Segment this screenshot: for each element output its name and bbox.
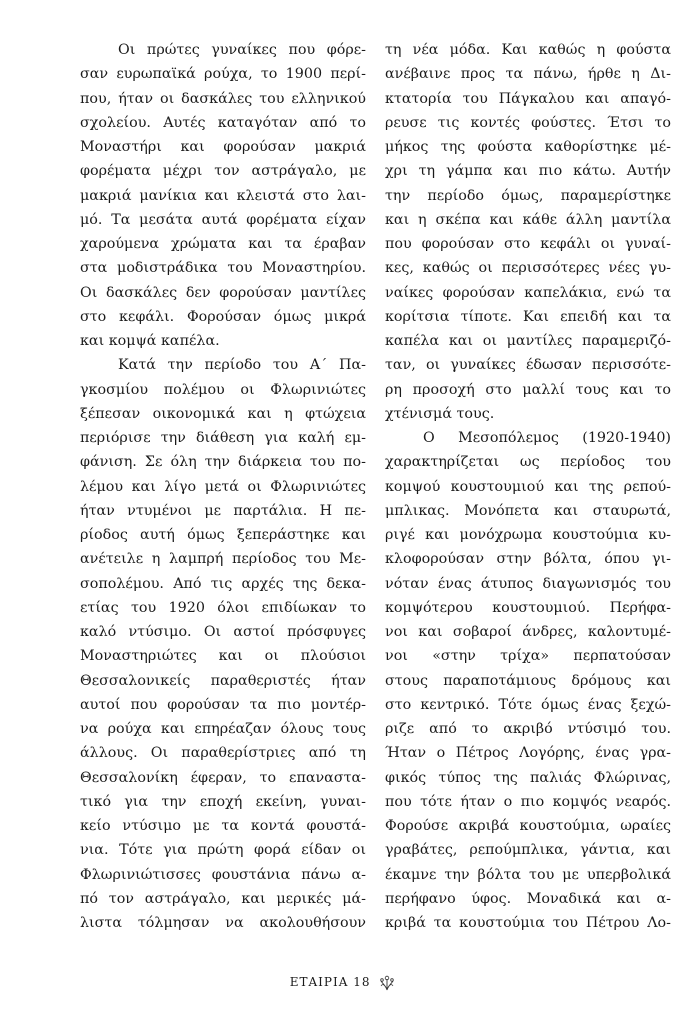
text-line: καπέλα και οι μαντίλες παραμεριζό- <box>385 333 671 349</box>
text-line: ριζε από το ακριβό ντύσιμό του. <box>385 721 671 737</box>
text-line: που φορούσαν στο κεφάλι οι γυναί- <box>385 236 671 252</box>
text-line: ρη προσοχή στο μαλλί τους και το <box>385 381 671 398</box>
text-line: φορέματα μέχρι τον αστράγαλο, με <box>80 163 366 180</box>
text-line: φάνιση. Σε όλη την διάρκεια του πο- <box>80 454 366 471</box>
text-line: σοπολέμου. Από τις αρχές της δεκα- <box>80 575 366 592</box>
text-line: ξέπεσαν οικονομικά και η φτώχεια <box>80 405 366 422</box>
text-line: μό. Τα μεσάτα αυτά φορέματα είχαν <box>80 211 366 228</box>
text-line: τη νέα μόδα. Και καθώς η φούστα <box>385 42 671 58</box>
text-line: λιστα τόλμησαν να ακολουθήσουν <box>80 915 366 931</box>
text-line: μήκος της φούστα καθορίστηκε μέ- <box>385 139 671 155</box>
text-line: κείο ντύσιμο με τα κοντά φουστά- <box>80 818 366 834</box>
page-number: 18 <box>353 975 371 989</box>
floral-ornament-icon <box>379 975 395 991</box>
text-line: χρι τη γάμπα και πιο κάτω. Αυτήν <box>385 163 671 180</box>
text-line: στο κεφάλι. Φορούσαν όμως μικρά <box>80 308 366 325</box>
text-line: και κομψά καπέλα. <box>80 333 220 349</box>
text-line: στους παραποτάμιους δρόμους και <box>385 672 671 689</box>
text-line: κορίτσια τίποτε. Και επειδή και τα <box>385 308 671 325</box>
text-line: ρευσε τις κοντές φούστες. Έτσι το <box>385 114 671 131</box>
text-line: κλοφορούσαν στην βόλτα, όπου γι- <box>385 551 671 568</box>
text-line: έκαμνε την βόλτα του με υπερβολικά <box>385 866 671 883</box>
left-text-column <box>80 38 366 935</box>
text-line: καλό ντύσιμο. Οι αστοί πρόσφυγες <box>80 624 366 640</box>
page-footer <box>0 972 685 992</box>
text-line: κες, καθώς οι περισσότερες νέες γυ- <box>385 260 671 277</box>
text-line: Ήταν ο Πέτρος Λογόρης, ένας γρα- <box>385 745 671 762</box>
text-line: γκοσμίου πολέμου οι Φλωρινιώτες <box>80 381 366 398</box>
text-line: νοι «στην τρίχα» περπατούσαν <box>385 648 671 665</box>
text-line: ανέβαινε προς τα πάνω, ήρθε η Δι- <box>385 66 671 83</box>
text-line: που, ήταν οι δασκάλες του ελληνικού <box>80 90 366 107</box>
text-line: περιόρισε την διάθεση για καλή εμ- <box>80 430 366 446</box>
text-line: αυτοί που φορούσαν τα πιο μοντέρ- <box>80 696 366 713</box>
text-line: μπλικας. Μονόπετα και σταυρωτά, <box>385 502 671 519</box>
text-line: Ο Μεσοπόλεμος (1920-1940) <box>423 430 671 446</box>
text-line: την περίοδο όμως, παραμερίστηκε <box>385 187 671 204</box>
text-line: σαν ευρωπαϊκά ρούχα, το 1900 περί- <box>80 66 366 83</box>
text-line: Οι πρώτες γυναίκες που φόρε- <box>118 42 366 58</box>
text-line: Φορούσε ακριβά κουστούμια, ωραίες <box>385 818 671 834</box>
text-line: που τότε ήταν ο πιο κομψός νεαρός. <box>385 793 671 810</box>
text-line: μακριά μανίκια και κλειστά στο λαι- <box>80 187 366 204</box>
text-line: φικός τύπος της παλιάς Φλώρινας, <box>385 769 671 786</box>
text-line: χαρούμενα χρώματα και τα έραβαν <box>80 236 366 252</box>
footer-label: ΕΤΑΙΡΙΑ <box>289 975 349 989</box>
text-line: λέμου και λίγο μετά οι Φλωρινιώτες <box>80 478 366 495</box>
text-line: άλλους. Οι παραθερίστριες από τη <box>80 745 366 762</box>
text-line: περήφανο ύφος. Μοναδικά και α- <box>385 890 671 907</box>
text-line: κριβά τα κουστούμια του Πέτρου Λο- <box>385 915 671 931</box>
text-line: πό τον αστράγαλο, και μερικές μά- <box>80 890 366 907</box>
text-line: Θεσσαλονικείς παραθεριστές ήταν <box>80 672 366 689</box>
text-line: τικό για την εποχή εκείνη, γυναι- <box>80 793 366 810</box>
text-line: ταν, οι γυναίκες έδωσαν περισσότε- <box>385 357 671 374</box>
text-line: ρίοδος αυτή όμως ξεπεράστηκε και <box>80 527 366 543</box>
text-line: νοι και σοβαροί άνδρες, καλοντυμέ- <box>385 624 671 640</box>
right-text-column <box>385 38 671 935</box>
text-line: χαρακτηρίζεται ως περίοδος του <box>385 454 671 471</box>
text-line: ετίας του 1920 όλοι επιδίωκαν το <box>80 599 366 616</box>
text-line: ριγέ και μονόχρωμα κουστούμια κυ- <box>385 527 671 543</box>
text-line: νόταν ένας άτυπος διαγωνισμός του <box>385 575 671 592</box>
text-line: Θεσσαλονίκη έφεραν, το επαναστα- <box>80 769 366 786</box>
text-line: στα μοδιστράδικα του Μοναστηρίου. <box>80 260 366 277</box>
text-line: ανέτειλε η λαμπρή περίοδος του Με- <box>80 551 366 568</box>
text-line: γραβάτες, ρεπούμπλικα, γάντια, και <box>385 842 671 859</box>
text-line: Μοναστηριώτες και οι πλούσιοι <box>80 648 366 665</box>
text-line: στο κεντρικό. Τότε όμως ένας ξεχώ- <box>385 696 671 713</box>
text-line: Οι δασκάλες δεν φορούσαν μαντίλες <box>80 284 366 301</box>
text-line: κομψότερου κουστουμιού. Περήφα- <box>385 599 671 616</box>
text-line: νια. Τότε για πρώτη φορά είδαν οι <box>80 842 366 859</box>
text-line: και η σκέπα και κάθε άλλη μαντίλα <box>385 211 671 228</box>
text-line: σχολείου. Αυτές καταγόταν από το <box>80 114 366 131</box>
text-line: ήταν ντυμένοι με παρτάλια. Η πε- <box>80 502 366 519</box>
text-line: χτένισμά τους. <box>385 405 495 422</box>
text-line: ναίκες φορούσαν καπελάκια, ενώ τα <box>385 284 671 301</box>
text-line: Κατά την περίοδο του Α΄ Πα- <box>118 357 366 374</box>
text-line: Φλωρινιώτισσες φουστάνια πάνω α- <box>80 866 366 883</box>
text-line: κομψού κουστουμιού και της ρεπού- <box>385 478 671 495</box>
text-line: να ρούχα και επηρέαζαν όλους τους <box>80 721 366 737</box>
text-line: Μοναστήρι και φορούσαν μακριά <box>80 139 366 155</box>
text-line: κτατορία του Πάγκαλου και απαγό- <box>385 90 671 107</box>
